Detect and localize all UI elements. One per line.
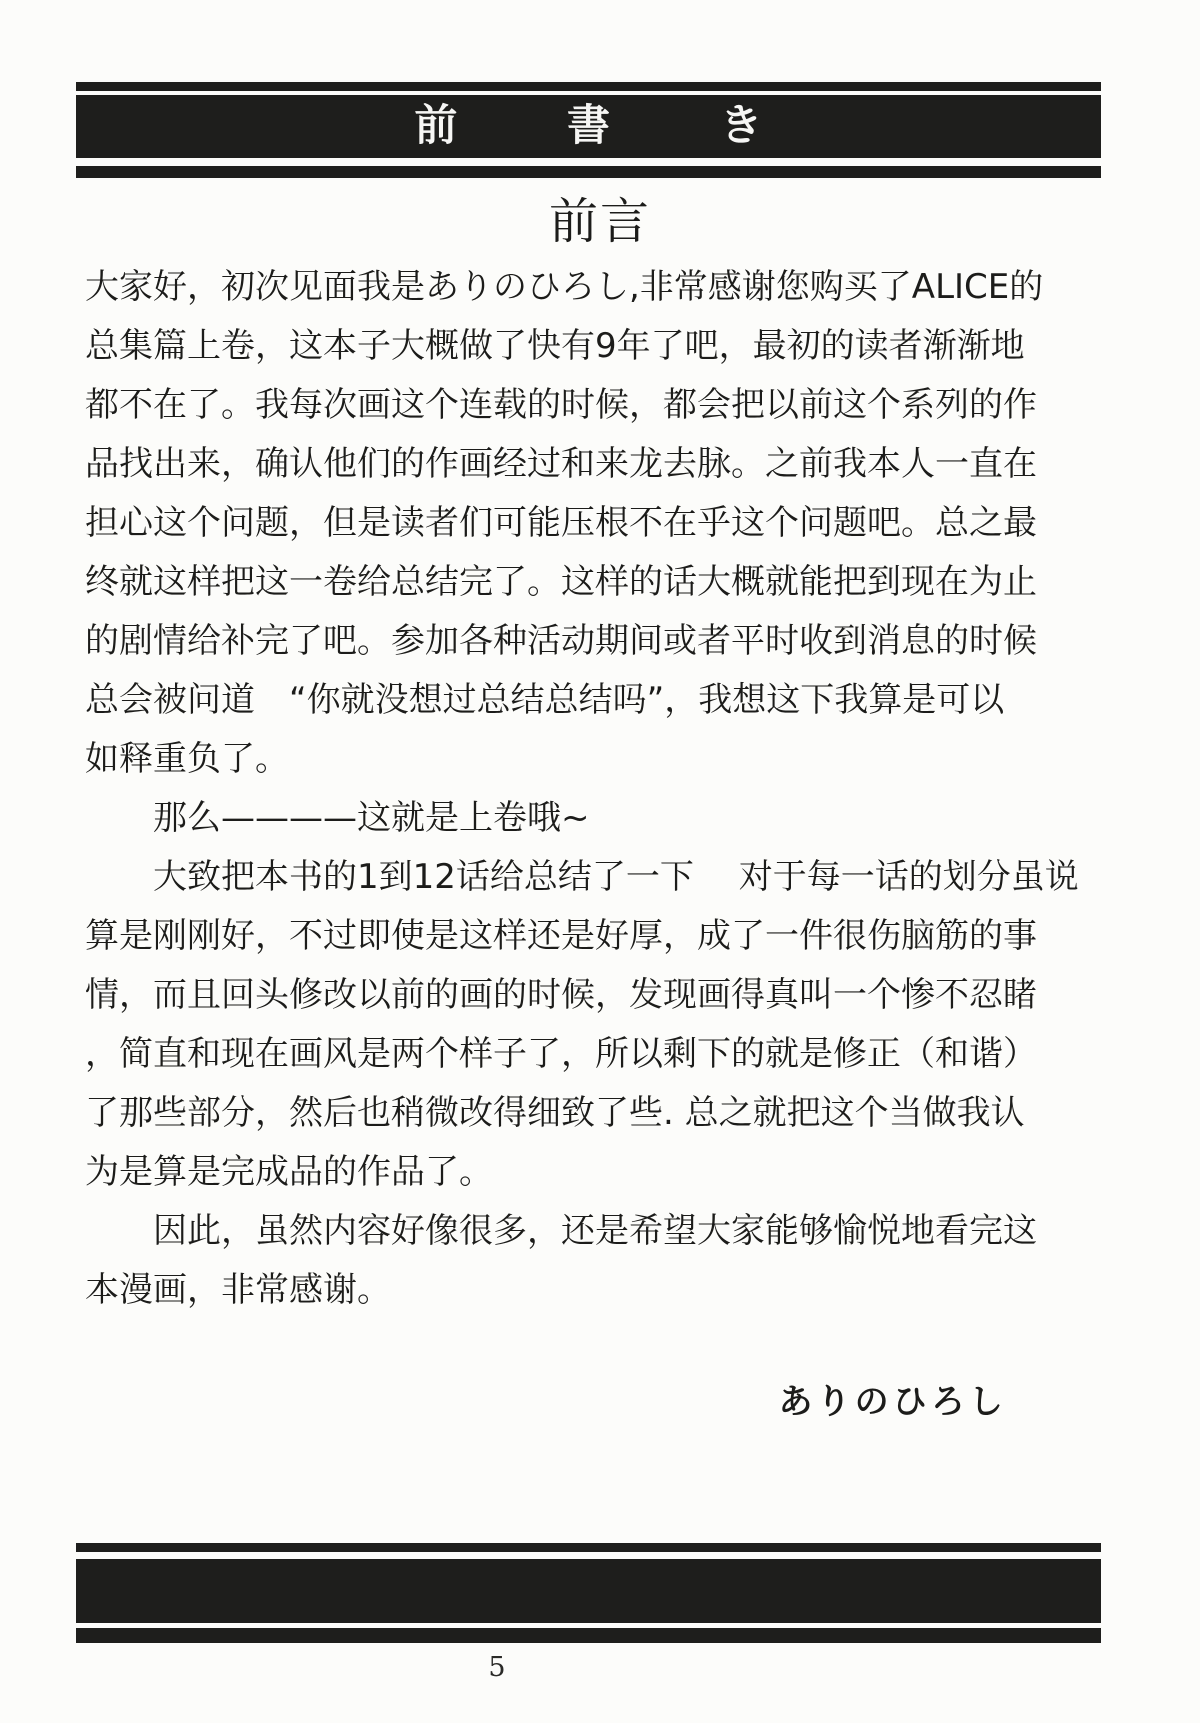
body-text-line: ，简直和现在画风是两个样子了，所以剩下的就是修正（和谐） [85,1034,1037,1074]
author-signature: ありのひろし [778,1382,1007,1422]
footer-banner [76,1559,1101,1623]
body-text-line: 终就这样把这一卷给总结完了。这样的话大概就能把到现在为止 [85,562,1037,602]
body-text-line: 总会被问道 “你就没想过总结总结吗”，我想这下我算是可以 [85,680,1005,720]
footer-rule-bottom [76,1628,1101,1643]
body-text-line: 因此，虽然内容好像很多，还是希望大家能够愉悦地看完这 [153,1211,1037,1251]
body-text-line: 了那些部分，然后也稍微改得细致了些. 总之就把这个当做我认 [85,1093,1025,1133]
header-rule-bottom [76,166,1101,178]
footer-rule-top [76,1543,1101,1552]
header-banner [76,95,1101,158]
body-text-line: 的剧情给补完了吧。参加各种活动期间或者平时收到消息的时候 [85,621,1037,661]
body-text-line: 担心这个问题，但是读者们可能压根不在乎这个问题吧。总之最 [85,503,1037,543]
body-text-line: 如释重负了。 [85,739,289,779]
header-banner-title: 前書き [414,101,873,151]
body-text-line: 本漫画，非常感谢。 [85,1270,391,1310]
preface-title: 前言 [548,193,651,250]
body-text-line: 为是算是完成品的作品了。 [85,1152,493,1192]
body-text-line: 品找出来，确认他们的作画经过和来龙去脉。之前我本人一直在 [85,444,1037,484]
preface-body [85,258,1079,1320]
body-text-line: 总集篇上卷，这本子大概做了快有9年了吧，最初的读者渐渐地 [85,326,1025,366]
body-text-line: 那么————这就是上卷哦~ [153,798,590,838]
body-text-line: 都不在了。我每次画这个连载的时候，都会把以前这个系列的作 [85,385,1037,425]
body-text-line: 情，而且回头修改以前的画的时候，发现画得真叫一个惨不忍睹 [85,975,1037,1015]
body-text-line: 大家好，初次见面我是ありのひろし,非常感谢您购买了ALICE的 [85,267,1044,307]
header-rule-top [76,82,1101,91]
page-number: 5 [488,1652,506,1683]
body-text-line: 算是刚刚好，不过即使是这样还是好厚，成了一件很伤脑筋的事 [85,916,1037,956]
body-text-line: 大致把本书的1到12话给总结了一下 对于每一话的划分虽说 [153,857,1079,897]
